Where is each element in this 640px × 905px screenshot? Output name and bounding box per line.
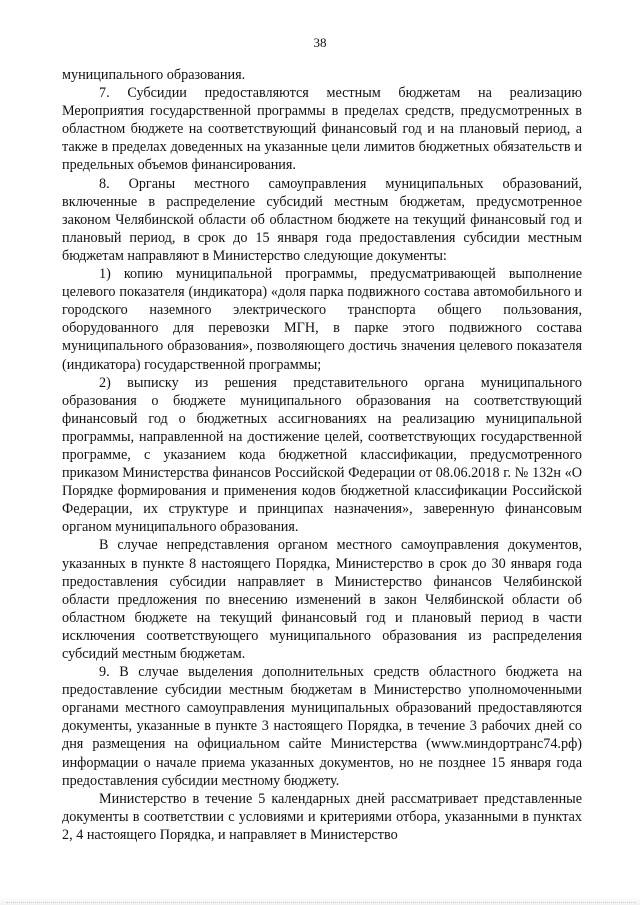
document-body xyxy=(62,66,582,844)
paragraph-item-1: 1) копию муниципальной программы, предусматривающей выполнение целевого показателя (индикатора) «доля парка подвижного состава автомобильного и городского наземного электрического транспорта общего пользования, оборудованного для перевозки МГН, в парке этого подвижного состава муниципального образования», позволяющего достичь значения целевого показателя (индикатора) государственной программы; xyxy=(62,266,582,373)
paragraph-ministry-review: Министерство в течение 5 календарных дней рассматривает представленные документы в соответствии с условиями и критериями отбора, указанными в пунктах 2, 4 настоящего Порядка, и направляет в Министерство xyxy=(62,790,582,843)
paragraph-clause-9: 9. В случае выделения дополнительных средств областного бюджета на предоставление субсидии местным бюджетам в Министерство уполномоченными органами местного самоуправления муниципальных образований предоставляются документы, указанные в пункте 3 настоящего Порядка, в течение 3 рабочих дней со дня размещения на официальном сайте Министерства (www.миндортранс74.рф) информации о начале приема указанных документов, но не позднее 15 января года предоставления субсидии местному бюджету. xyxy=(62,664,582,789)
paragraph-nonsubmission: В случае непредставления органом местного самоуправления документов, указанных в пункте 8 настоящего Порядка, Министерство в срок до 30 января года предоставления субсидии направляет в Министерство финансов Челябинской области предложения по внесению изменений в закон Челябинской области об областном бюджете на текущий финансовый год и плановый период в части исключения соответствующего муниципального образования из распределения субсидий местным бюджетам. xyxy=(62,537,582,662)
paragraph-continuation: муниципального образования. xyxy=(62,67,246,83)
scan-artifact-line xyxy=(6,901,636,903)
page-number: 38 xyxy=(313,35,327,50)
paragraph-item-2: 2) выписку из решения представительного органа муниципального образования о бюджете муниципального образования на соответствующий финансовый год о бюджетных ассигнованиях на реализацию муниципальной программы, направленной на достижение целей, соответствующих государственной программе, с указанием кода бюджетной классификации, предусмотренного приказом Министерства финансов Российской Федерации от 08.06.2018 г. № 132н «О Порядке формирования и применения кодов бюджетной классификации Российской Федерации, их структуре и принципах назначения», заверенную финансовым органом муниципального образования. xyxy=(62,374,582,536)
paragraph-clause-7: 7. Субсидии предоставляются местным бюджетам на реализацию Мероприятия государственной программы в пределах средств, предусмотренных в областном бюджете на соответствующий финансовый год и на плановый период, а также в пределах доведенных на указанные цели лимитов бюджетных обязательств и предельных объемов финансирования. xyxy=(62,85,582,174)
paragraph-clause-8: 8. Органы местного самоуправления муниципальных образований, включенные в распределение субсидий местным бюджетам, предусмотренное законом Челябинской области об областном бюджете на текущий финансовый год и плановый период, в срок до 15 января года предоставления субсидии местным бюджетам направляют в Министерство следующие документы: xyxy=(62,175,582,264)
